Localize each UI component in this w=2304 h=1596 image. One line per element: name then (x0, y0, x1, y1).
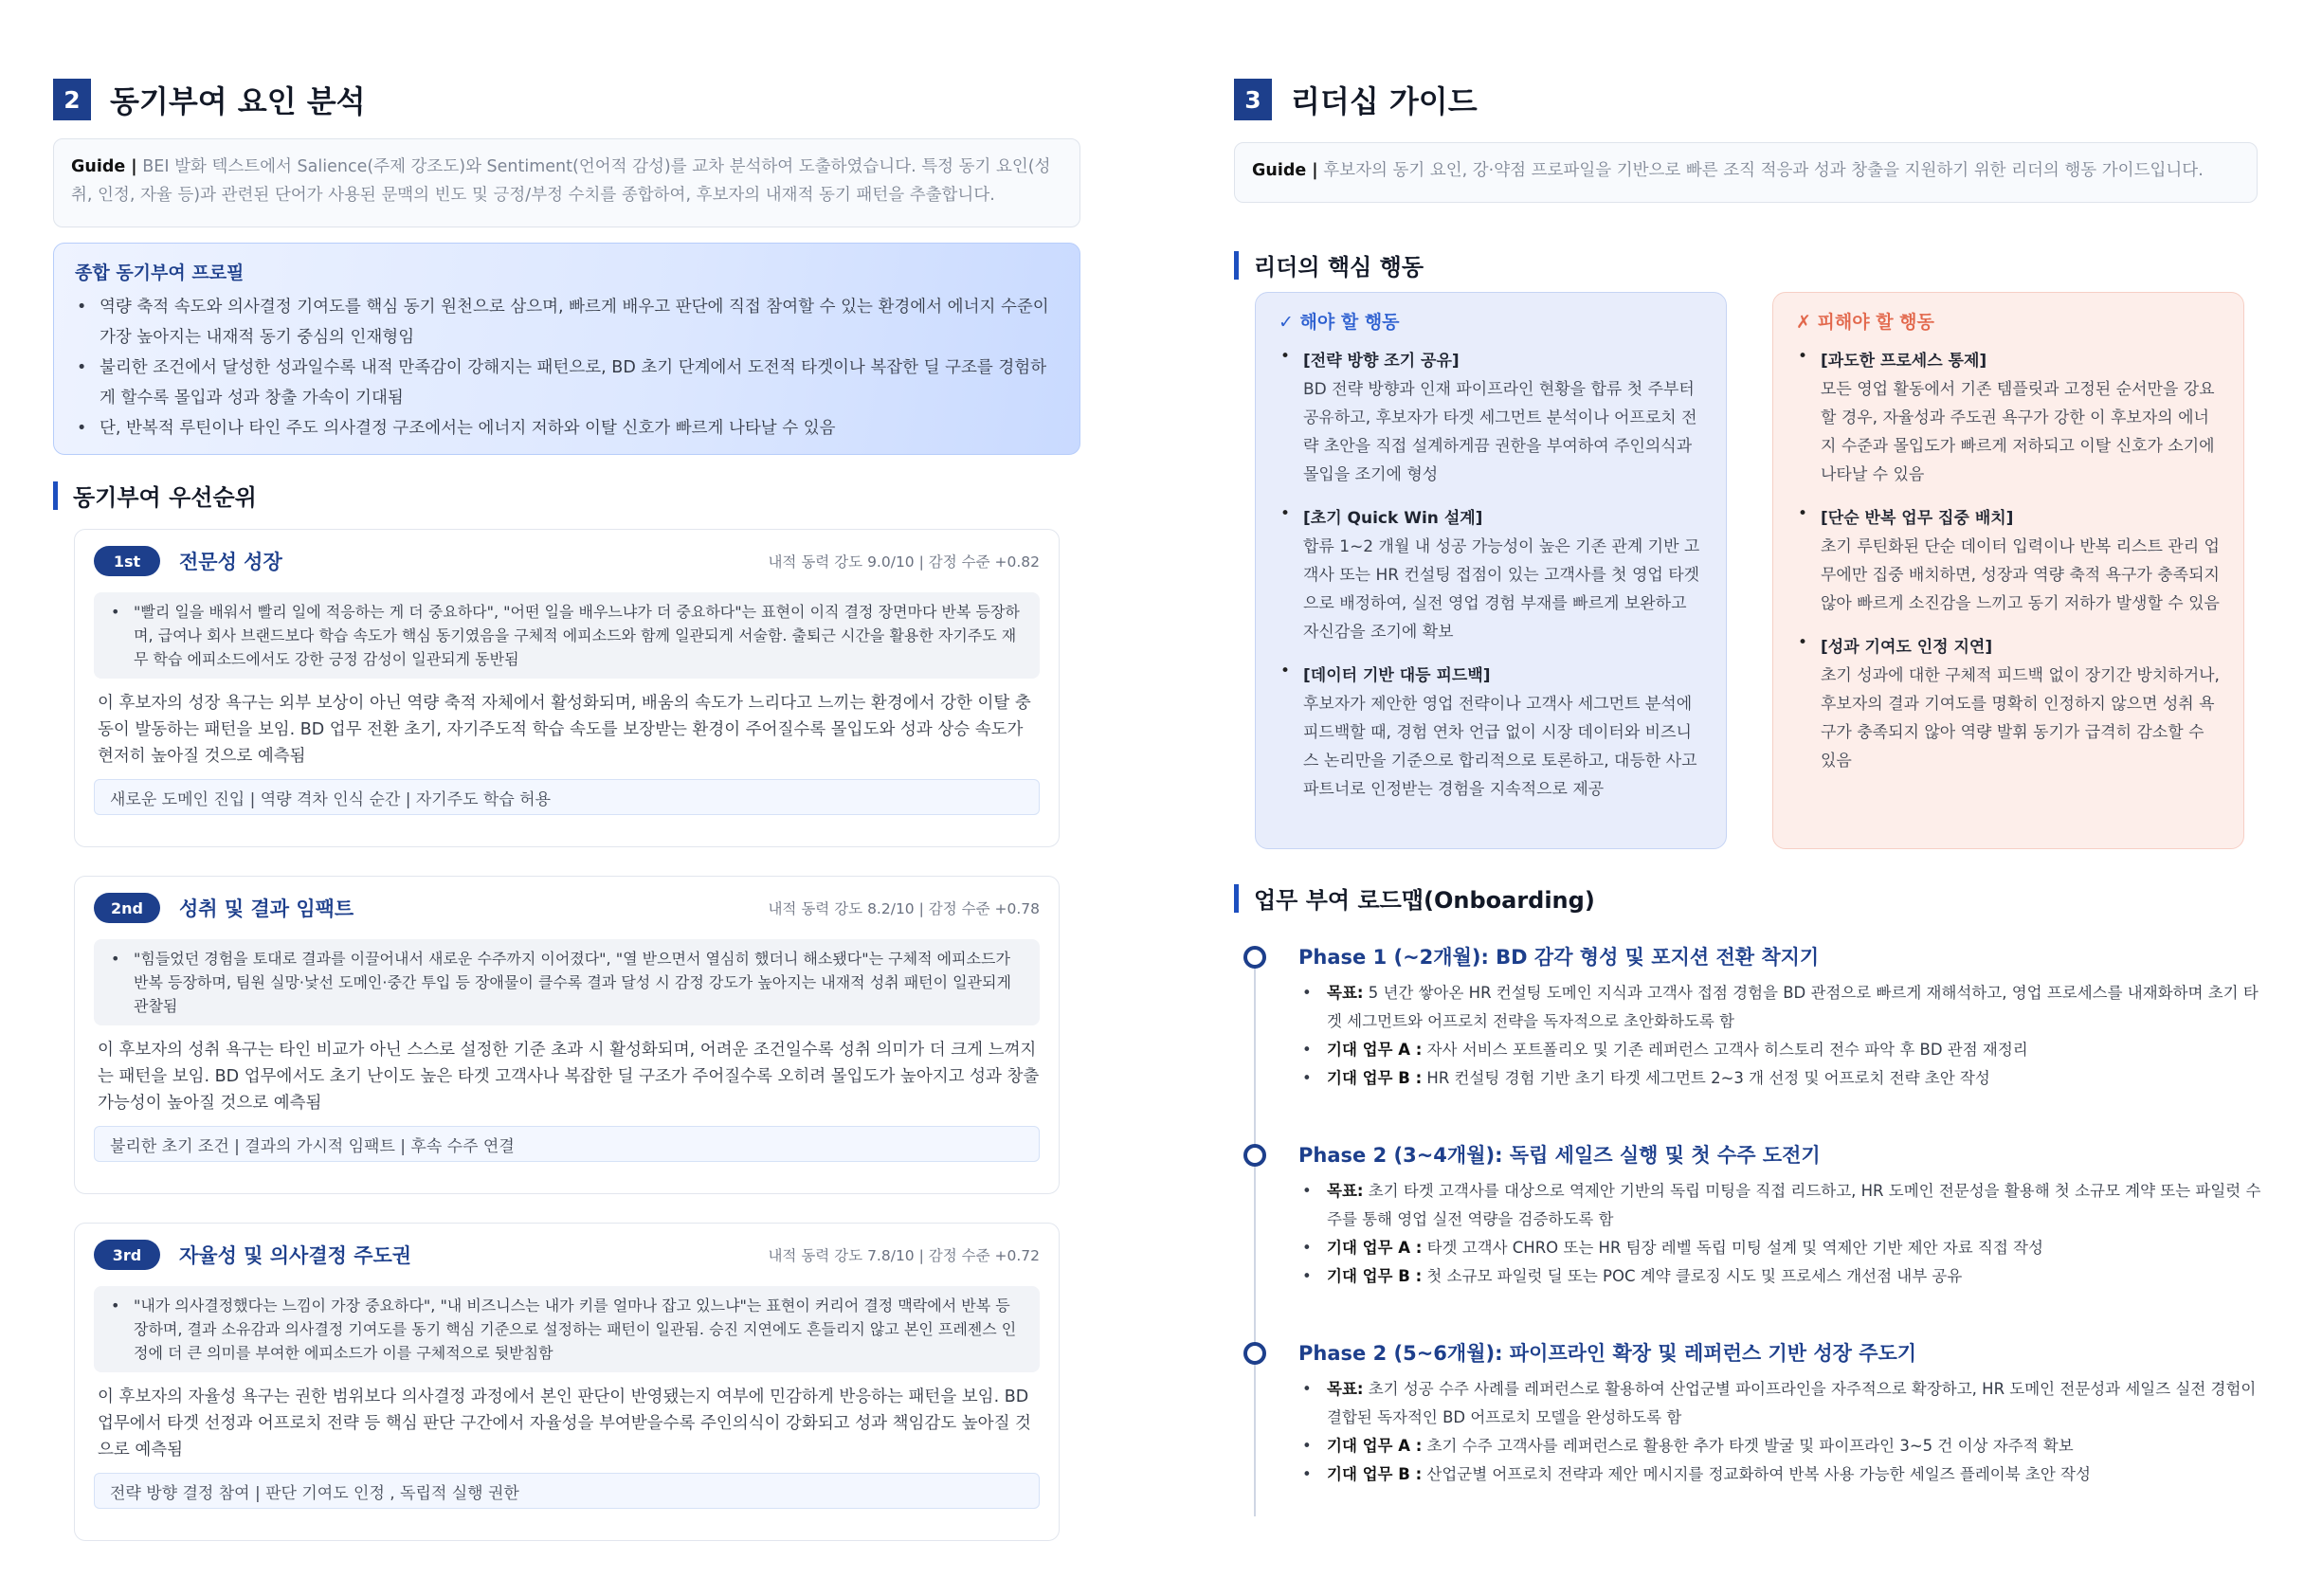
list-item: • 불리한 조건에서 달성한 성과일수록 내적 만족감이 강해지는 패턴으로, BD 초기 단계에서 도전적 타겟이나 복잡한 딜 구조를 경험하게 할수록 몰입과 성과 창출 가속이 기대됨 (75, 353, 1059, 413)
phase-list (1298, 979, 2263, 1093)
quote-box (94, 1286, 1040, 1372)
dont-title: ✗ 피해야 할 행동 (1796, 312, 1934, 333)
phase-3 (1234, 1339, 2263, 1489)
core-behavior-heading (1234, 248, 1424, 281)
phase-list (1298, 1177, 2263, 1291)
do-item (1279, 662, 1703, 804)
dont-item-head: • [과도한 프로세스 통제] (1821, 352, 1987, 371)
trigger-tags: 새로운 도메인 진입 | 역량 격차 인식 순간 | 자기주도 학습 허용 (94, 779, 1040, 815)
phase-1 (1234, 943, 2263, 1093)
dont-item-text: 초기 성과에 대한 구체적 피드백 없이 장기간 방치하거나, 후보자의 결과 기여도를 명확히 인정하지 않으면 성취 욕구가 충족되지 않아 역량 발휘 동기가 급격히 감소할 수 있음 (1821, 666, 2220, 771)
do-item (1279, 504, 1703, 646)
quote-box (94, 939, 1040, 1025)
quote-box (94, 592, 1040, 679)
do-title: ✓ 해야 할 행동 (1279, 312, 1400, 333)
list-item: • 역량 축적 속도와 의사결정 기여도를 핵심 동기 원천으로 삼으며, 빠르게 배우고 판단에 직접 참여할 수 있는 환경에서 에너지 수준이 가장 높아지는 내재적 동기 중심의 인재형임 (75, 292, 1059, 353)
do-item-text: BD 전략 방향과 인재 파이프라인 현황을 합류 첫 주부터 공유하고, 후보자가 타겟 세그먼트 분석이나 어프로치 전략 초안을 직접 설계하게끔 권한을 부여하여 주인의식과 몰입을 조기에 형성 (1303, 380, 1697, 484)
guide-label: Guide | (71, 157, 137, 176)
timeline-node-icon (1243, 1144, 1266, 1167)
item-text: 초기 성공 수주 사례를 레퍼런스로 활용하여 산업군별 파이프라인을 자주적으로 확장하고, HR 도메인 전문성과 세일즈 실전 경험이 결합된 독자적인 BD 어프로치 모델을 완성하도록 함 (1327, 1380, 2257, 1426)
list-item (1298, 1064, 2263, 1093)
motivation-profile-card (53, 243, 1080, 455)
item-label: 목표: (1327, 1182, 1364, 1200)
do-card (1255, 292, 1727, 849)
phase-2 (1234, 1141, 2263, 1291)
item-text: 자사 서비스 포트폴리오 및 기존 레퍼런스 고객사 히스토리 전수 파악 후 BD 관점 재정리 (1422, 1041, 2028, 1059)
rank-card-3 (74, 1223, 1060, 1541)
dont-item-head: • [성과 기여도 인정 지연] (1821, 638, 1993, 657)
item-label: 목표: (1327, 984, 1364, 1002)
section-number: 3 (1234, 79, 1272, 120)
list-item (1298, 979, 2263, 1036)
do-item-text: 합류 1~2 개월 내 성공 가능성이 높은 기존 관계 기반 고객사 또는 HR 컨설팅 접점이 있는 고객사를 첫 영업 타겟으로 배정하여, 실전 영업 경험 부재를 빠르게 보완하고 자신감을 조기에 확보 (1303, 537, 1700, 642)
profile-list (75, 292, 1059, 444)
quote-text: • "빨리 일을 배워서 빨리 일에 적응하는 게 더 중요하다", "어떤 일을 배우느냐가 더 중요하다"는 표현이 이직 결정 장면마다 반복 등장하며, 급여나 회사 브랜드보다 학습 속도가 핵심 동기였음을 구체적 에피소드와 함께 일관되게 서술함. 출퇴근 시간을 활용한 자기주도 재무 학습 에피소드에서도 강한 긍정 감성이 일관되게 동반됨 (109, 600, 1025, 671)
do-item (1279, 347, 1703, 489)
list-item (1298, 1177, 2263, 1234)
list-item: • 단, 반복적 루틴이나 타인 주도 의사결정 구조에서는 에너지 저하와 이탈 신호가 빠르게 나타날 수 있음 (75, 413, 1059, 444)
item-label: 기대 업무 A : (1327, 1239, 1423, 1257)
item-text: 초기 수주 고객사를 레퍼런스로 활용한 추가 타겟 발굴 및 파이프라인 3~5 건 이상 자주적 확보 (1422, 1437, 2074, 1455)
list-item (1298, 1432, 2263, 1460)
rank-body: 이 후보자의 성취 욕구는 타인 비교가 아닌 스스로 설정한 기준 초과 시 활성화되며, 어려운 조건일수록 성취 의미가 더 크게 느껴지는 패턴을 보임. BD 업무에서도 초기 난이도 높은 타겟 고객사나 복잡한 딜 구조가 주어질수록 오히려 몰입도가 높아지고 성과 창출 가능성이 높아질 것으로 예측됨 (98, 1041, 1040, 1113)
rank-title: 자율성 및 의사결정 주도권 (179, 1244, 412, 1267)
heading-bar (1234, 884, 1239, 913)
guide-box (1234, 142, 2258, 203)
rank-card-1 (74, 529, 1060, 847)
priority-heading (53, 479, 257, 512)
rank-title: 성취 및 결과 임팩트 (179, 898, 354, 920)
item-label: 기대 업무 A : (1327, 1041, 1423, 1059)
quote-text: • "내가 의사결정했다는 느낌이 가장 중요하다", "내 비즈니스는 내가 키를 얼마나 잡고 있느냐"는 표현이 커리어 결정 맥락에서 반복 등장하며, 결과 소유감과 의사결정 기여도를 동기 핵심 기준으로 설정하는 패턴이 일관됨. 승진 지연에도 흔들리지 않고 본인 프레젠스 인정에 더 큰 의미를 부여한 에피소드가 이를 구체적으로 뒷받침함 (109, 1294, 1025, 1365)
core-title: 리더의 핵심 행동 (1254, 254, 1424, 281)
profile-title: 종합 동기부여 프로필 (75, 263, 245, 283)
rank-title: 전문성 성장 (179, 551, 282, 573)
rank-meta: 내적 동력 강도 9.0/10 | 감정 수준 +0.82 (768, 553, 1040, 571)
roadmap-heading (1234, 881, 1595, 915)
trigger-tags: 전략 방향 결정 참여 | 판단 기여도 인정 , 독립적 실행 권한 (94, 1473, 1040, 1509)
rank-badge: 1st (94, 546, 160, 576)
dont-item (1796, 504, 2221, 618)
item-text: 초기 타겟 고객사를 대상으로 역제안 기반의 독립 미팅을 직접 리드하고, HR 도메인 전문성을 활용해 첫 소규모 계약 또는 파일럿 수주를 통해 영업 실전 역량을 검증하도록 함 (1327, 1182, 2261, 1228)
section-number: 2 (53, 79, 91, 120)
item-label: 기대 업무 A : (1327, 1437, 1423, 1455)
priority-title: 동기부여 우선순위 (73, 484, 257, 511)
phase-list (1298, 1375, 2263, 1489)
timeline-node-icon (1243, 946, 1266, 969)
trigger-tags: 불리한 초기 조건 | 결과의 가시적 임팩트 | 후속 수주 연결 (94, 1126, 1040, 1162)
rank-meta: 내적 동력 강도 7.8/10 | 감정 수준 +0.72 (768, 1247, 1040, 1264)
rank-header (94, 530, 1040, 592)
rank-header (94, 1224, 1040, 1286)
rank-badge: 2nd (94, 893, 160, 923)
item-text: 5 년간 쌓아온 HR 컨설팅 도메인 지식과 고객사 접점 경험을 BD 관점으로 빠르게 재해석하고, 영업 프로세스를 내재화하며 초기 타겟 세그먼트와 어프로치 전략을 독자적으로 초안화하도록 함 (1327, 984, 2259, 1030)
section-header-2 (53, 78, 366, 121)
guide-text: BEI 발화 텍스트에서 Salience(주제 강조도)와 Sentiment(언어적 감성)를 교차 분석하여 도출하였습니다. 특정 동기 요인(성취, 인정, 자율 등)과 관련된 단어가 사용된 문맥의 빈도 및 긍정/부정 수치를 종합하여, 후보자의 내재적 동기 패턴을 추출합니다. (71, 157, 1051, 205)
timeline-node-icon (1243, 1342, 1266, 1365)
dont-item-text: 모든 영업 활동에서 기존 템플릿과 고정된 순서만을 강요할 경우, 자율성과 주도권 욕구가 강한 이 후보자의 에너지 수준과 몰입도가 빠르게 저하되고 이탈 신호가 소기에 나타날 수 있음 (1821, 380, 2215, 484)
guide-label: Guide | (1252, 161, 1318, 180)
phase-title: Phase 1 (~2개월): BD 감각 형성 및 포지션 전환 착지기 (1298, 946, 1820, 969)
item-label: 기대 업무 B : (1327, 1267, 1423, 1285)
item-label: 목표: (1327, 1380, 1364, 1398)
quote-text: • "힘들었던 경험을 토대로 결과를 이끌어내서 새로운 수주까지 이어졌다", "열 받으면서 열심히 했더니 해소됐다"는 구체적 에피소드가 반복 등장하며, 팀원 실망·낯선 도메인·중간 투입 등 장애물이 클수록 결과 달성 시 감정 강도가 높아지는 내재적 성취 패턴이 일관되게 관찰됨 (109, 947, 1025, 1018)
dont-item-head: • [단순 반복 업무 집중 배치] (1821, 509, 2014, 528)
heading-bar (1234, 251, 1239, 280)
rank-body: 이 후보자의 자율성 욕구는 권한 범위보다 의사결정 과정에서 본인 판단이 반영됐는지 여부에 민감하게 반응하는 패턴을 보임. BD 업무에서 타겟 선정과 어프로치 전략 등 핵심 판단 구간에서 자율성을 부여받을수록 주인의식이 강화되고 성과 책임감도 높아질 것으로 예측됨 (98, 1387, 1031, 1460)
list-item (1298, 1460, 2263, 1489)
rank-header (94, 877, 1040, 939)
section-header-3 (1234, 78, 1478, 121)
heading-bar (53, 481, 58, 510)
list-item (1298, 1234, 2263, 1262)
item-text: HR 컨설팅 경험 기반 초기 타겟 세그먼트 2~3 개 선정 및 어프로치 전략 초안 작성 (1422, 1069, 1990, 1087)
phase-title: Phase 2 (3~4개월): 독립 세일즈 실행 및 첫 수주 도전기 (1298, 1144, 1821, 1167)
do-item-head: • [초기 Quick Win 설계] (1303, 509, 1483, 528)
rank-meta: 내적 동력 강도 8.2/10 | 감정 수준 +0.78 (768, 900, 1040, 917)
item-text: 첫 소규모 파일럿 딜 또는 POC 계약 클로징 시도 및 프로세스 개선점 내부 공유 (1422, 1267, 1963, 1285)
item-label: 기대 업무 B : (1327, 1069, 1423, 1087)
section-title: 동기부여 요인 분석 (110, 83, 366, 119)
do-item-head: • [전략 방향 조기 공유] (1303, 352, 1460, 371)
rank-card-2 (74, 876, 1060, 1194)
item-label: 기대 업무 B : (1327, 1465, 1423, 1483)
list-item (1298, 1036, 2263, 1064)
guide-text: 후보자의 동기 요인, 강·약점 프로파일을 기반으로 빠른 조직 적응과 성과 창출을 지원하기 위한 리더의 행동 가이드입니다. (1323, 161, 2204, 180)
section-title: 리더십 가이드 (1291, 83, 1478, 119)
roadmap-title: 업무 부여 로드맵(Onboarding) (1254, 887, 1595, 914)
item-text: 타겟 고객사 CHRO 또는 HR 팀장 레벨 독립 미팅 설계 및 역제안 기반 제안 자료 직접 작성 (1422, 1239, 2043, 1257)
item-text: 산업군별 어프로치 전략과 제안 메시지를 정교화하여 반복 사용 가능한 세일즈 플레이북 초안 작성 (1422, 1465, 2091, 1483)
dont-item (1796, 347, 2221, 489)
guide-box (53, 138, 1080, 227)
dont-item-text: 초기 루틴화된 단순 데이터 입력이나 반복 리스트 관리 업무에만 집중 배치하면, 성장과 역량 축적 욕구가 충족되지 않아 빠르게 소진감을 느끼고 동기 저하가 발생할 수 있음 (1821, 537, 2220, 613)
dont-card (1772, 292, 2244, 849)
dont-item (1796, 633, 2221, 775)
rank-body: 이 후보자의 성장 욕구는 외부 보상이 아닌 역량 축적 자체에서 활성화되며, 배움의 속도가 느리다고 느끼는 환경에서 강한 이탈 충동이 발동하는 패턴을 보임. BD 업무 전환 초기, 자기주도적 학습 속도를 보장받는 환경이 주어질수록 몰입도와 성과 상승 속도가 현저히 높아질 것으로 예측됨 (98, 694, 1031, 766)
phase-title: Phase 2 (5~6개월): 파이프라인 확장 및 레퍼런스 기반 성장 주도기 (1298, 1342, 1917, 1365)
list-item (1298, 1375, 2263, 1432)
list-item (1298, 1262, 2263, 1291)
rank-badge: 3rd (94, 1240, 160, 1270)
do-item-text: 후보자가 제안한 영업 전략이나 고객사 세그먼트 분석에 피드백할 때, 경험 연차 언급 없이 시장 데이터와 비즈니스 논리만을 기준으로 합리적으로 토론하고, 대등한 사고 파트너로 인정받는 경험을 지속적으로 제공 (1303, 695, 1697, 799)
do-item-head: • [데이터 기반 대등 피드백] (1303, 666, 1491, 685)
